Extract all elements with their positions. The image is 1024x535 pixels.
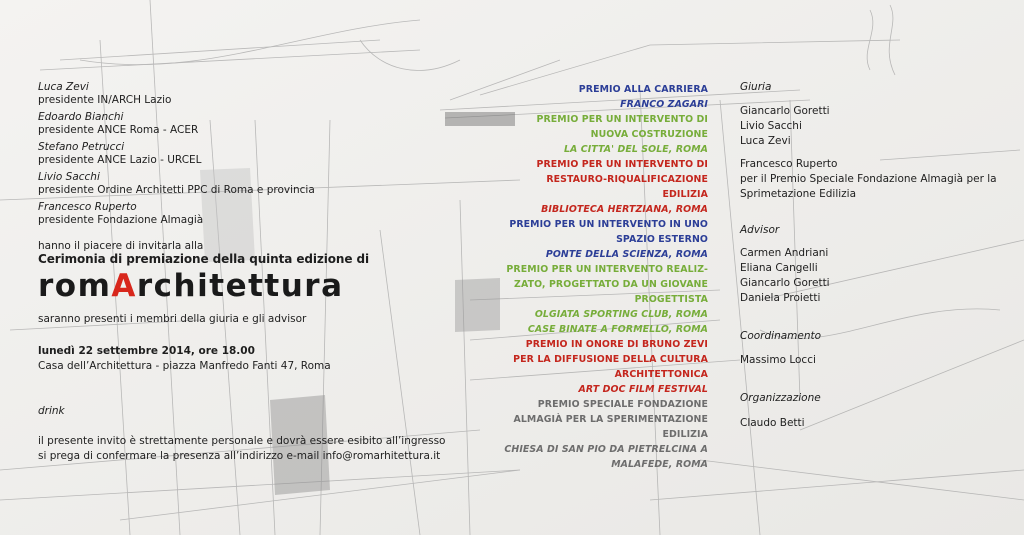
organization-heading: Organizzazione	[740, 392, 821, 404]
prize-line: EDILIZIA	[662, 189, 708, 200]
president-name: Francesco Ruperto	[38, 201, 137, 213]
giuria-heading: Giuria	[740, 81, 772, 93]
invite-intro: hanno il piacere di invitarla alla	[38, 240, 204, 252]
prize-line: ARCHITETTONICA	[614, 369, 708, 380]
prize-line: PREMIO PER UN INTERVENTO DI	[536, 159, 708, 170]
rsvp-note: si prega di confermare la presenza all’indirizzo e-mail info@romarhitettura.it	[38, 450, 441, 462]
prize-winner: OLGIATA SPORTING CLUB, ROMA	[534, 309, 708, 320]
prize-winner: MALAFEDE, ROMA	[611, 459, 708, 470]
advisor-heading: Advisor	[740, 224, 780, 236]
prizes-list	[388, 82, 708, 472]
jury-presence-line: saranno presenti i membri della giuria e gli advisor	[38, 313, 307, 325]
prize-winner: CASE BINATE A FORMELLO, ROMA	[527, 324, 708, 335]
event-date-time: lunedì 22 settembre 2014, ore 18.00	[38, 345, 255, 357]
jury-member: Luca Zevi	[740, 135, 791, 147]
prize-line: EDILIZIA	[662, 429, 708, 440]
president-role: presidente ANCE Roma - ACER	[38, 124, 199, 136]
president-name: Livio Sacchi	[38, 171, 100, 183]
prize-line: ZATO, PROGETTATO DA UN GIOVANE	[514, 279, 708, 290]
ceremony-title: Cerimonia di premiazione della quinta edizione di	[38, 252, 369, 266]
special-jury-note: Sprimetazione Edilizia	[740, 188, 857, 200]
prize-line: PREMIO PER UN INTERVENTO REALIZ-	[506, 264, 708, 275]
coordinator-name: Massimo Locci	[740, 354, 816, 366]
prize-line: PREMIO IN ONORE DI BRUNO ZEVI	[525, 339, 708, 350]
special-jury-note: per il Premio Speciale Fondazione Almagià per la	[740, 173, 997, 185]
advisor-member: Giancarlo Goretti	[740, 277, 830, 289]
advisor-member: Daniela Proietti	[740, 292, 821, 304]
coordination-heading: Coordinamento	[740, 330, 822, 342]
romarchitettura-logo	[38, 268, 344, 304]
prize-winner: BIBLIOTECA HERTZIANA, ROMA	[541, 204, 708, 215]
prize-line: PREMIO SPECIALE FONDAZIONE	[537, 399, 708, 410]
prize-line: PROGETTISTA	[634, 294, 708, 305]
prize-line: PREMIO ALLA CARRIERA	[578, 84, 708, 95]
prize-winner: PONTE DELLA SCIENZA, ROMA	[545, 249, 708, 260]
advisor-member: Eliana Cangelli	[740, 262, 818, 274]
prize-line: PREMIO PER UN INTERVENTO DI	[536, 114, 708, 125]
logo-part-rom: rom	[38, 268, 112, 304]
organizer-name: Claudo Betti	[740, 417, 805, 429]
jury-member: Livio Sacchi	[740, 120, 802, 132]
president-role: presidente Ordine Architetti PPC di Roma e provincia	[38, 184, 315, 196]
drink-note: drink	[38, 405, 65, 417]
prize-winner: ART DOC FILM FESTIVAL	[578, 384, 708, 395]
jury-member: Giancarlo Goretti	[740, 105, 830, 117]
prize-line: ALMAGIÀ PER LA SPERIMENTAZIONE	[513, 414, 708, 425]
logo-accent-letter: A	[111, 268, 137, 304]
president-role: presidente IN/ARCH Lazio	[38, 94, 172, 106]
prize-winner: FRANCO ZAGARI	[620, 99, 708, 110]
president-name: Edoardo Bianchi	[38, 111, 124, 123]
prize-line: PER LA DIFFUSIONE DELLA CULTURA	[513, 354, 708, 365]
president-role: presidente ANCE Lazio - URCEL	[38, 154, 202, 166]
prize-winner: CHIESA DI SAN PIO DA PIETRELCINA A	[504, 444, 708, 455]
credits-column	[740, 81, 1010, 431]
prize-line: PREMIO PER UN INTERVENTO IN UNO	[509, 219, 708, 230]
prize-line: RESTAURO-RIQUALIFICAZIONE	[546, 174, 708, 185]
personal-invite-note: il presente invito è strettamente personale e dovrà essere esibito all’ingresso	[38, 435, 446, 447]
president-name: Luca Zevi	[38, 81, 89, 93]
president-role: presidente Fondazione Almagià	[38, 214, 204, 226]
president-name: Stefano Petrucci	[38, 141, 125, 153]
prize-winner: LA CITTA' DEL SOLE, ROMA	[563, 144, 708, 155]
logo-part-rchitettura: rchitettura	[136, 268, 344, 304]
advisor-member: Carmen Andriani	[740, 247, 829, 259]
event-venue: Casa dell’Architettura - piazza Manfredo Fanti 47, Roma	[38, 360, 331, 372]
prize-line: NUOVA COSTRUZIONE	[590, 129, 708, 140]
special-jury-member: Francesco Ruperto	[740, 158, 838, 170]
prize-line: SPAZIO ESTERNO	[616, 234, 708, 245]
